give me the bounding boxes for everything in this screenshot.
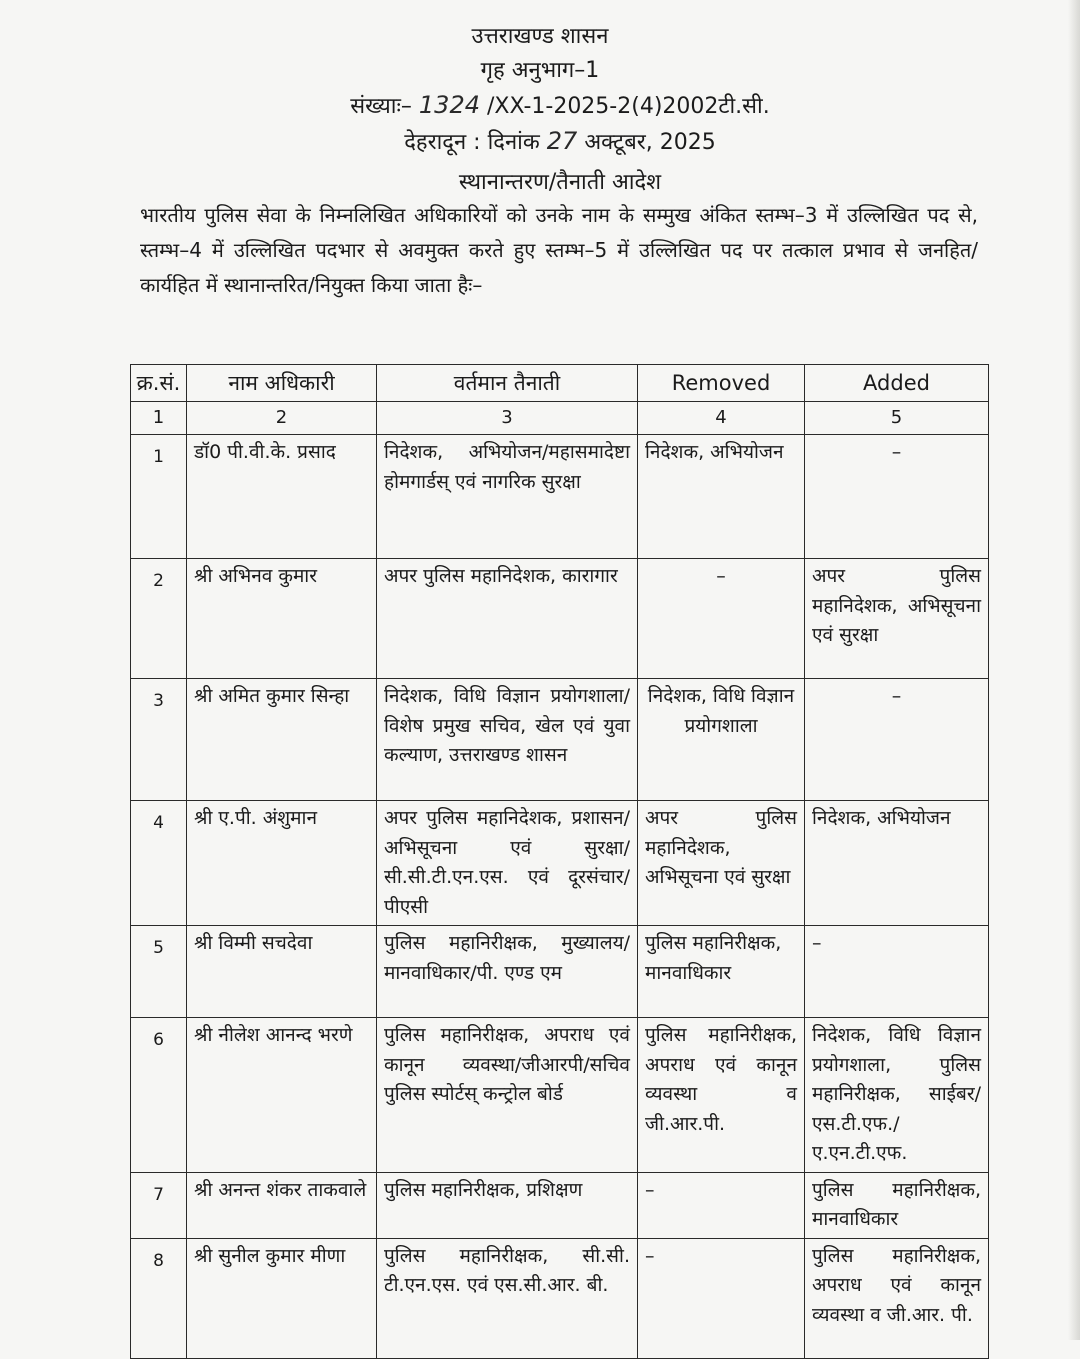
column-number: 5 xyxy=(805,402,989,435)
officer-name-cell: श्री अमित कुमार सिन्हा xyxy=(187,679,377,801)
column-number-row xyxy=(131,402,989,435)
table-row xyxy=(131,1018,989,1173)
added-cell: निदेशक, विधि विज्ञान प्रयोगशाला, पुलिस महानिरीक्षक, साईबर/एस.टी.एफ./ए.एन.टी.एफ. xyxy=(805,1018,989,1173)
removed-cell: निदेशक, अभियोजन xyxy=(638,435,805,559)
officer-name-cell: श्री विम्मी सचदेवा xyxy=(187,926,377,1018)
document-header xyxy=(0,20,1080,200)
officer-name-cell: श्री नीलेश आनन्द भरणे xyxy=(187,1018,377,1173)
removed-cell: – xyxy=(638,1172,805,1238)
table-row xyxy=(131,679,989,801)
current-posting-cell: अपर पुलिस महानिदेशक, प्रशासन/अभिसूचना एवं सुरक्षा/सी.सी.टी.एन.एस. एवं दूरसंचार/पीएसी xyxy=(377,801,638,926)
column-number: 1 xyxy=(131,402,187,435)
removed-cell: अपर पुलिस महानिदेशक, अभिसूचना एवं सुरक्षा xyxy=(638,801,805,926)
added-cell: निदेशक, अभियोजन xyxy=(805,801,989,926)
current-posting-cell: पुलिस महानिरीक्षक, अपराध एवं कानून व्यवस्था/जीआरपी/सचिव पुलिस स्पोर्टस् कन्ट्रोल बोर्ड xyxy=(377,1018,638,1173)
table-row xyxy=(131,1238,989,1358)
serial-cell: 6 xyxy=(131,1018,187,1173)
date-rest: अक्टूबर, 2025 xyxy=(584,130,716,155)
current-posting-cell: अपर पुलिस महानिदेशक, कारागार xyxy=(377,559,638,679)
date-handwritten: 27 xyxy=(546,127,578,155)
removed-cell: – xyxy=(638,1238,805,1358)
department-title: गृह अनुभाग–1 xyxy=(480,58,600,83)
officer-name-cell: श्री अभिनव कुमार xyxy=(187,559,377,679)
current-posting-cell: निदेशक, अभियोजन/महासमादेष्टा होमगार्डस् एवं नागरिक सुरक्षा xyxy=(377,435,638,559)
serial-cell: 5 xyxy=(131,926,187,1018)
table-row xyxy=(131,926,989,1018)
government-title: उत्तराखण्ड शासन xyxy=(471,24,609,49)
officer-name-cell: श्री ए.पी. अंशुमान xyxy=(187,801,377,926)
table-header-row xyxy=(131,365,989,402)
current-posting-cell: निदेशक, विधि विज्ञान प्रयोगशाला/विशेष प्रमुख सचिव, खेल एवं युवा कल्याण, उत्तराखण्ड शासन xyxy=(377,679,638,801)
order-number-handwritten: 1324 xyxy=(418,91,480,119)
table-row xyxy=(131,559,989,679)
header-removed: Removed xyxy=(638,365,805,402)
intro-paragraph: भारतीय पुलिस सेवा के निम्नलिखित अधिकारियों को उनके नाम के सम्मुख अंकित स्तम्भ–3 में उल्लिखित पद से, स्तम्भ–4 में उल्लिखित पदभार से अवमुक्त करते हुए स्तम्भ–5 में उल्लिखित पद पर तत्काल प्रभाव से जनहित/कार्यहित में स्थानान्तरित/नियुक्त किया जाता हैः– xyxy=(140,203,978,297)
serial-cell: 8 xyxy=(131,1238,187,1358)
order-number-label: संख्याः– xyxy=(350,94,412,119)
added-cell: – xyxy=(805,679,989,801)
column-number: 3 xyxy=(377,402,638,435)
header-added: Added xyxy=(805,365,989,402)
officer-name-cell: श्री सुनील कुमार मीणा xyxy=(187,1238,377,1358)
removed-cell: पुलिस महानिरीक्षक, मानवाधिकार xyxy=(638,926,805,1018)
added-cell: – xyxy=(805,926,989,1018)
table-row xyxy=(131,1172,989,1238)
column-number: 2 xyxy=(187,402,377,435)
order-number-rest: /XX-1-2025-2(4)2002टी.सी. xyxy=(486,94,770,119)
added-cell: – xyxy=(805,435,989,559)
serial-cell: 4 xyxy=(131,801,187,926)
column-number: 4 xyxy=(638,402,805,435)
removed-cell: – xyxy=(638,559,805,679)
removed-cell: पुलिस महानिरीक्षक, अपराध एवं कानून व्यवस्था व जी.आर.पी. xyxy=(638,1018,805,1173)
order-number xyxy=(0,88,1080,124)
header-officer-name: नाम अधिकारी xyxy=(187,365,377,402)
current-posting-cell: पुलिस महानिरीक्षक, मुख्यालय/मानवाधिकार/पी. एण्ड एम xyxy=(377,926,638,1018)
page-edge-shadow xyxy=(1068,0,1080,1340)
added-cell: अपर पुलिस महानिदेशक, अभिसूचना एवं सुरक्षा xyxy=(805,559,989,679)
table-row xyxy=(131,801,989,926)
table-row xyxy=(131,435,989,559)
removed-cell: निदेशक, विधि विज्ञान प्रयोगशाला xyxy=(638,679,805,801)
serial-cell: 2 xyxy=(131,559,187,679)
serial-cell: 3 xyxy=(131,679,187,801)
current-posting-cell: पुलिस महानिरीक्षक, सी.सी. टी.एन.एस. एवं एस.सी.आर. बी. xyxy=(377,1238,638,1358)
officer-name-cell: श्री अनन्त शंकर ताकवाले xyxy=(187,1172,377,1238)
place-date-label: देहरादून : दिनांक xyxy=(404,130,540,155)
transfer-table xyxy=(130,364,989,1359)
serial-cell: 7 xyxy=(131,1172,187,1238)
place-date xyxy=(0,124,1080,160)
serial-cell: 1 xyxy=(131,435,187,559)
header-serial: क्र.सं. xyxy=(131,365,187,402)
added-cell: पुलिस महानिरीक्षक, अपराध एवं कानून व्यवस्था व जी.आर. पी. xyxy=(805,1238,989,1358)
officer-name-cell: डॉ0 पी.वी.के. प्रसाद xyxy=(187,435,377,559)
header-current-posting: वर्तमान तैनाती xyxy=(377,365,638,402)
current-posting-cell: पुलिस महानिरीक्षक, प्रशिक्षण xyxy=(377,1172,638,1238)
added-cell: पुलिस महानिरीक्षक, मानवाधिकार xyxy=(805,1172,989,1238)
order-subject: स्थानान्तरण/तैनाती आदेश xyxy=(458,170,662,195)
